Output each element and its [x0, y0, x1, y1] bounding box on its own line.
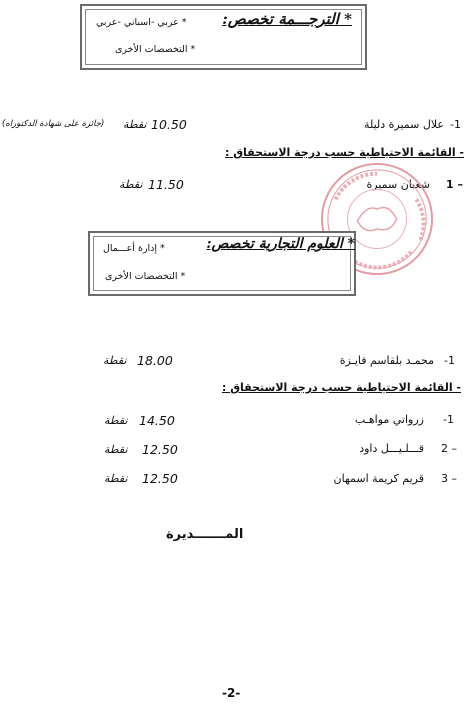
section1-row-1-note: (جائزة على شهادة الدكتوراه): [2, 119, 105, 129]
section2-reserve-row-1-unit: نقطة: [104, 414, 128, 427]
section1-title-text: الترجـــمة تخصص:: [222, 10, 339, 28]
section2-title: [206, 236, 355, 252]
section2-reserve-row-2-unit: نقطة: [104, 443, 128, 456]
title-star: *: [347, 236, 355, 252]
section2-reserve-row-1-name: زرواتي مواهـب: [354, 413, 424, 426]
section1-other: * التخصصات الأخرى: [115, 44, 196, 55]
section1-reserve-row-1-score: 11.50: [148, 177, 184, 192]
section2-row-1-name: محمـد بلقاسم فايـزة: [339, 354, 434, 367]
section2-reserve-row-2-index: 2 –: [441, 442, 457, 455]
section2-reserve-row-3-score: 12.50: [142, 471, 178, 486]
title-star: *: [344, 10, 352, 28]
section2-row-1-index: -1: [444, 354, 455, 367]
section2-reserve-row-3-name: قريم كريمة اسمهان: [333, 472, 424, 485]
signature-title: المـــــــديرة: [166, 527, 244, 542]
section2-reserve-row-3-index: 3 –: [441, 472, 457, 485]
section1-title: [222, 10, 352, 28]
section1-row-1-name: علال سميرة دليلة: [364, 118, 444, 131]
section1-row-1-unit: نقطة: [123, 118, 147, 131]
page-number: -2-: [222, 686, 241, 700]
section2-reserve-row-2-score: 12.50: [142, 442, 178, 457]
section2-reserve-row-3-unit: نقطة: [104, 472, 128, 485]
section1-spec: * عربي -اسباني -عربي: [96, 17, 187, 28]
section2-spec: * إدارة أعـــمال: [103, 243, 165, 254]
section1-reserve-row-1-index: 1 –: [446, 178, 463, 191]
section1-row-1-score: 10.50: [151, 117, 187, 132]
section2-row-1-score: 18.00: [137, 353, 173, 368]
section2-reserve-row-1-score: 14.50: [139, 413, 175, 428]
section1-reserve-row-1-name: شعبان سميرة: [366, 178, 430, 191]
section2-title-text: العلوم التجارية تخصص:: [206, 236, 343, 252]
section1-reserve-row-1-unit: نقطة: [119, 178, 143, 191]
section2-reserve-row-1-index: -1: [443, 413, 454, 426]
section2-other: * التخصصات الأخرى: [105, 271, 186, 282]
section2-row-1-unit: نقطة: [103, 354, 127, 367]
section2-reserve-heading: - القائمة الاحتياطية حسب درجة الاستحقاق :: [221, 381, 461, 394]
section1-row-1-index: -1: [450, 118, 461, 131]
section2-reserve-row-2-name: قـــلـيـــل داود: [359, 442, 424, 455]
section1-reserve-heading: - القائمة الاحتياطية حسب درجة الاستحقاق :: [224, 146, 464, 159]
